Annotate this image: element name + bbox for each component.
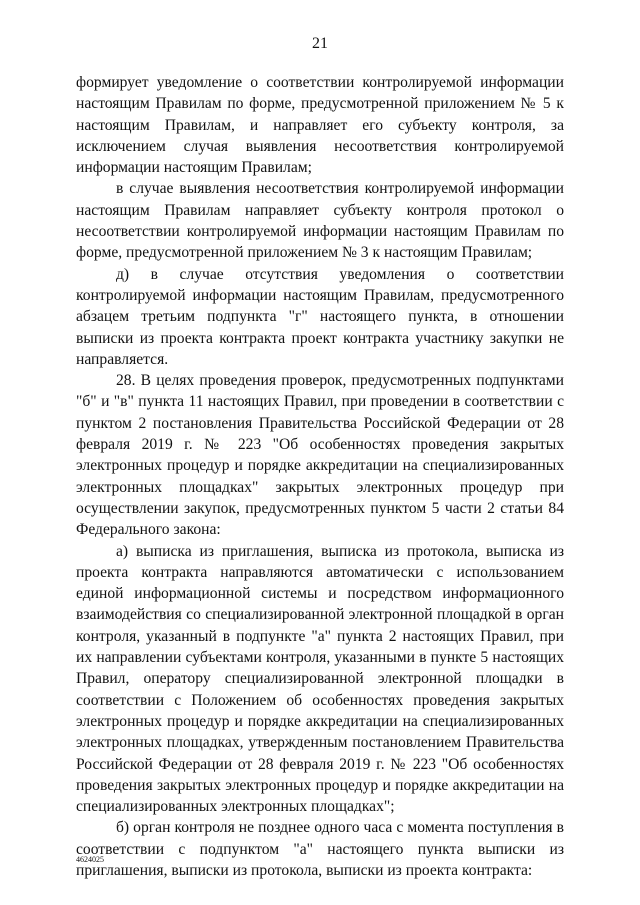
paragraph-subitem-a: а) выписка из приглашения, выписка из протокола, выписка из проекта контракта направляются автоматически с использованием единой информационной системы и посредством информационного взаимодействия со специализированной электронной площадкой в орган контроля, указанный в подпункте "а" пункта 2 настоящих Правил, при их направлении субъектами контроля, указанными в пункте 5 настоящих Правил, оператору специализированной электронной площадки в соответствии с Положением об особенностях проведения закрытых электронных процедур и порядке аккредитации на специализированных электронных площадках, утвержденным постановлением Правительства Российской Федерации от 28 февраля 2019 г. № 223 "Об особенностях проведения закрытых электронных процедур и порядке аккредитации на специализированных электронных площадках"; (76, 542, 564, 816)
paragraph-nonconformity: в случае выявления несоответствия контролируемой информации настоящим Правилам направляет субъекту контроля протокол о несоответствии контролируемой информации настоящим Правилам по форме, предусмотренной приложением № 3 к настоящим Правилам; (76, 180, 564, 262)
document-code: 4624025 (76, 855, 104, 864)
paragraph-subitem-b: б) орган контроля не позднее одного часа с момента поступления в соответствии с подпунктом "а" настоящего пункта выписки из приглашения, выписки из протокола, выписки из проекта контракта: (76, 819, 564, 879)
document-body (76, 72, 564, 881)
paragraph-item-28: 28. В целях проведения проверок, предусмотренных подпунктами "б" и "в" пункта 11 настоящих Правил, при проведении в соответствии с пунктом 2 постановления Правительства Российской Федерации от 28 февраля 2019 г. № 223 "Об особенностях проведения закрытых электронных процедур и порядке аккредитации на специализированных электронных площадках" закрытых электронных процедур при осуществлении закупок, предусмотренных пунктом 5 части 2 статьи 84 Федерального закона: (76, 372, 564, 539)
paragraph-continuation: формирует уведомление о соответствии контролируемой информации настоящим Правилам по форме, предусмотренной приложением № 5 к настоящим Правилам, и направляет его субъекту контроля, за исключением случая выявления несоответствия контролируемой информации настоящим Правилам; (76, 74, 564, 177)
paragraph-subitem-d: д) в случае отсутствия уведомления о соответствии контролируемой информации настоящим Правилам, предусмотренного абзацем третьим подпункта "г" настоящего пункта, в отношении выписки из проекта контракта проект контракта участнику закупки не направляется. (76, 265, 564, 368)
page-number: 21 (312, 35, 328, 52)
